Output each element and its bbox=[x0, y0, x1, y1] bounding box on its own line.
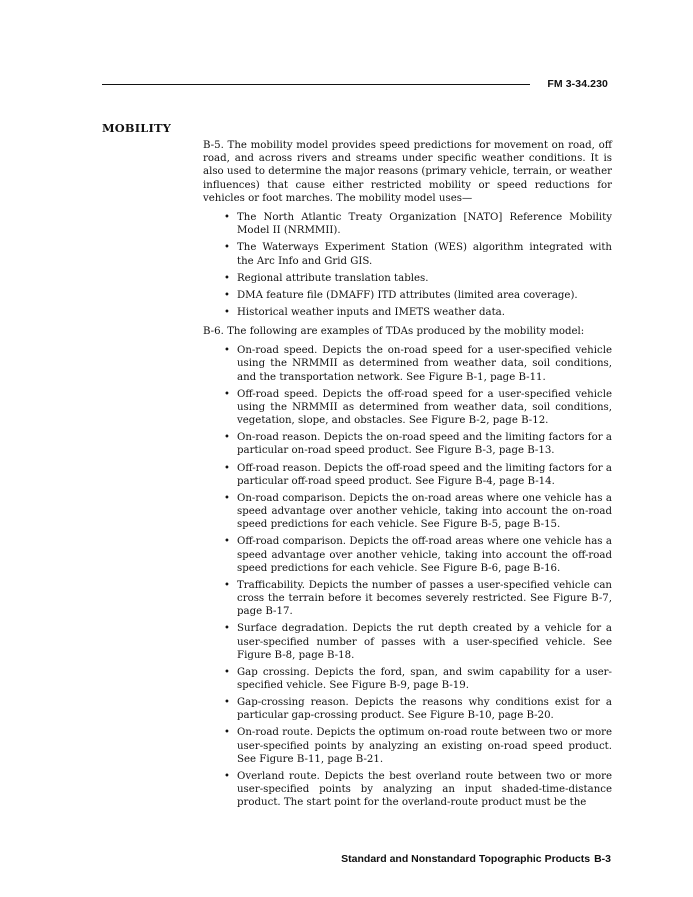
list-item bbox=[203, 344, 612, 384]
list-mobility-model-inputs bbox=[203, 211, 612, 319]
list-item bbox=[203, 431, 612, 457]
list-item-text: The North Atlantic Treaty Organization [NATO] Reference Mobility Model II (NRMMII). bbox=[237, 212, 612, 237]
list-item bbox=[203, 241, 612, 267]
bullet-icon: • bbox=[224, 432, 230, 444]
list-item-text: Historical weather inputs and IMETS weather data. bbox=[237, 306, 505, 318]
list-item bbox=[203, 726, 612, 766]
page-footer bbox=[341, 853, 611, 865]
bullet-icon: • bbox=[224, 666, 230, 678]
bullet-icon: • bbox=[224, 272, 230, 284]
list-item bbox=[203, 306, 612, 319]
list-item-text: DMA feature file (DMAFF) ITD attributes (limited area coverage). bbox=[237, 289, 578, 301]
list-item bbox=[203, 770, 612, 810]
list-item-text: Off-road comparison. Depicts the off-road areas where one vehicle has a speed advantage over another vehicle, taking into account the off-road speed predictions for each vehicle. See Figure B-6, page B-16. bbox=[237, 536, 612, 574]
bullet-icon: • bbox=[224, 536, 230, 548]
bullet-icon: • bbox=[224, 770, 230, 782]
list-item bbox=[203, 666, 612, 692]
list-item bbox=[203, 388, 612, 428]
bullet-icon: • bbox=[224, 623, 230, 635]
list-item bbox=[203, 622, 612, 662]
footer-title: Standard and Nonstandard Topographic Products bbox=[341, 853, 591, 865]
list-item-text: Overland route. Depicts the best overland route between two or more user-specified points by analyzing an input shaded-time-distance product. The start point for the overland-route product must be the bbox=[237, 770, 612, 809]
list-item-text: On-road comparison. Depicts the on-road areas where one vehicle has a speed advantage over another vehicle, taking into account the on-road speed predictions for each vehicle. See Figure B-5, page B-15. bbox=[237, 492, 612, 531]
list-item-text: The Waterways Experiment Station (WES) algorithm integrated with the Arc Info and Grid GIS. bbox=[237, 242, 612, 267]
bullet-icon: • bbox=[224, 289, 230, 301]
document-id: FM 3-34.230 bbox=[547, 78, 608, 90]
list-item bbox=[203, 211, 612, 237]
list-item bbox=[203, 696, 612, 722]
bullet-icon: • bbox=[224, 242, 230, 254]
body-column bbox=[203, 139, 612, 816]
list-item bbox=[203, 462, 612, 488]
list-item-text: Surface degradation. Depicts the rut depth created by a vehicle for a user-specified number of passes with a user-specified vehicle. See Figure B-8, page B-18. bbox=[237, 623, 612, 661]
list-item-text: Gap crossing. Depicts the ford, span, and swim capability for a user-specified vehicle. See Figure B-9, page B-19. bbox=[237, 666, 612, 691]
bullet-icon: • bbox=[224, 306, 230, 318]
list-item bbox=[203, 535, 612, 575]
paragraph-b5: B-5. The mobility model provides speed predictions for movement on road, off road, and across rivers and streams under specific weather conditions. It is also used to determine the major reasons (primary vehicle, terrain, or weather influences) that cause either restricted mobility or speed reductions for vehicles or foot marches. The mobility model uses— bbox=[203, 140, 612, 204]
list-item-text: Regional attribute translation tables. bbox=[237, 272, 429, 284]
list-item-text: Gap-crossing reason. Depicts the reasons why conditions exist for a particular gap-crossing product. See Figure B-10, page B-20. bbox=[237, 697, 612, 722]
list-item-text: On-road reason. Depicts the on-road speed and the limiting factors for a particular on-road speed product. See Figure B-3, page B-13. bbox=[237, 432, 612, 457]
bullet-icon: • bbox=[224, 345, 230, 357]
list-item-text: Off-road speed. Depicts the off-road speed for a user-specified vehicle using the NRMMII as determined from weather data, soil conditions, vegetation, slope, and obstacles. See Figure B-2, page B-12. bbox=[237, 388, 612, 427]
list-item-text: Off-road reason. Depicts the off-road speed and the limiting factors for a particular off-road speed product. See Figure B-4, page B-14. bbox=[237, 462, 612, 487]
bullet-icon: • bbox=[224, 727, 230, 739]
bullet-icon: • bbox=[224, 388, 230, 400]
bullet-icon: • bbox=[224, 492, 230, 504]
paragraph-b6: B-6. The following are examples of TDAs produced by the mobility model: bbox=[203, 326, 585, 337]
bullet-icon: • bbox=[224, 697, 230, 709]
bullet-icon: • bbox=[224, 212, 230, 224]
header-rule bbox=[102, 84, 530, 85]
list-item bbox=[203, 289, 612, 302]
page-number: B-3 bbox=[594, 853, 611, 865]
bullet-icon: • bbox=[224, 462, 230, 474]
list-item-text: On-road speed. Depicts the on-road speed for a user-specified vehicle using the NRMMII as determined from weather data, soil conditions, and the transportation network. See Figure B-1, page B-11. bbox=[237, 345, 612, 383]
list-tda-examples bbox=[203, 344, 612, 809]
section-title: MOBILITY bbox=[102, 121, 172, 135]
bullet-icon: • bbox=[224, 579, 230, 591]
list-item-text: On-road route. Depicts the optimum on-road route between two or more user-specified points by analyzing an existing on-road speed product. See Figure B-11, page B-21. bbox=[237, 727, 612, 765]
list-item bbox=[203, 272, 612, 285]
list-item bbox=[203, 492, 612, 532]
list-item-text: Trafficability. Depicts the number of passes a user-specified vehicle can cross the terrain before it becomes severely restricted. See Figure B-7, page B-17. bbox=[237, 579, 612, 618]
list-item bbox=[203, 579, 612, 619]
